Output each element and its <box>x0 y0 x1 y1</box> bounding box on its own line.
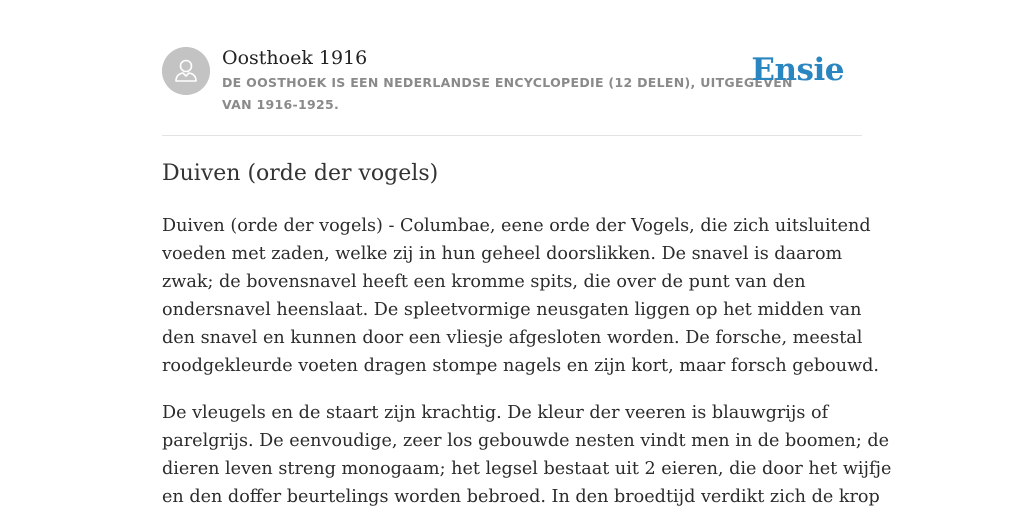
text-line: zwak; de bovensnavel heeft een kromme spits, die over de punt van den <box>162 272 806 292</box>
source-title[interactable]: Oosthoek 1916 <box>222 47 368 69</box>
article-body <box>162 212 892 512</box>
source-header <box>162 45 862 135</box>
text-line: den snavel en kunnen door een vliesje afgesloten worden. De forsche, meestal <box>162 328 863 348</box>
paragraph <box>162 399 892 511</box>
text-line: voeden met zaden, welke zij in hun geheel doorslikken. De snavel is daarom <box>162 244 843 264</box>
source-description-line: VAN 1916-1925. <box>222 97 340 112</box>
text-line: parelgrijs. De eenvoudige, zeer los gebouwde nesten vindt men in de boomen; de <box>162 431 890 451</box>
paragraph <box>162 212 882 380</box>
avatar[interactable] <box>162 47 210 95</box>
text-line: en den doffer beurtelings worden bebroed. In den broedtijd verdikt zich de krop <box>162 487 880 507</box>
article-title: Duiven (orde der vogels) <box>162 161 439 186</box>
source-description-line: DE OOSTHOEK IS EEN NEDERLANDSE ENCYCLOPEDIE (12 DELEN), UITGEGEVEN <box>222 75 793 90</box>
text-line: ondersnavel heenslaat. De spleetvormige neusgaten liggen op het midden van <box>162 300 862 320</box>
text-line: roodgekleurde voeten dragen stompe nagels en zijn kort, maar forsch gebouwd. <box>162 356 880 376</box>
text-line: dieren leven streng monogaam; het legsel bestaat uit 2 eieren, die door het wijfje <box>162 459 892 479</box>
text-line: Duiven (orde der vogels) - Columbae, eene orde der Vogels, die zich uitsluitend <box>162 216 871 236</box>
divider <box>162 135 862 136</box>
ensie-logo[interactable]: Ensie <box>751 52 844 88</box>
text-line: De vleugels en de staart zijn krachtig. De kleur der veeren is blauwgrijs of <box>162 403 829 423</box>
user-icon <box>162 47 210 95</box>
source-description <box>222 72 793 116</box>
